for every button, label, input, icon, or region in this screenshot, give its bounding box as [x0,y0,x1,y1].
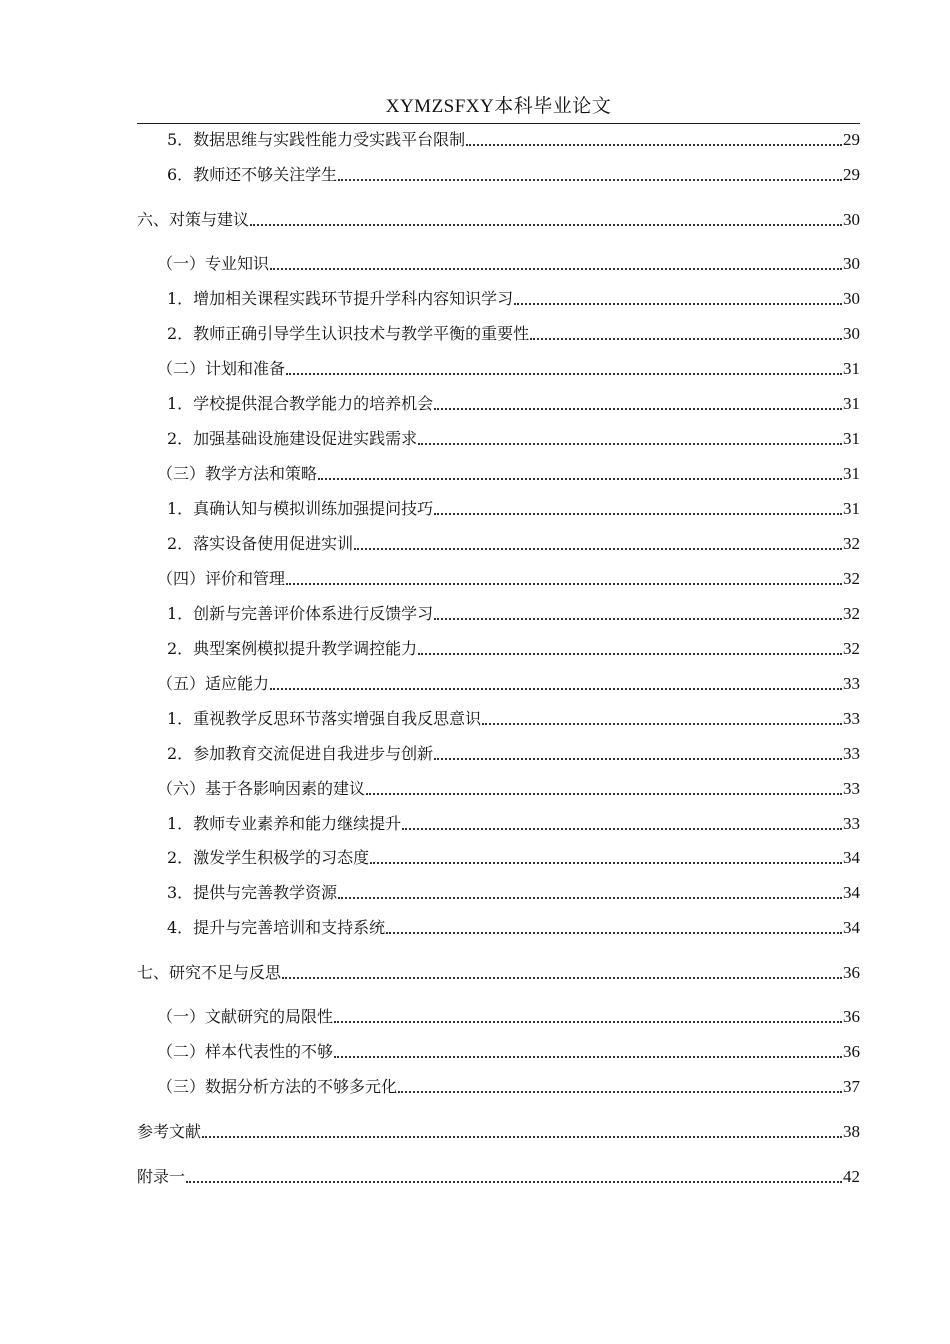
toc-entry-page-number: 33 [843,674,860,693]
toc-dot-leader [434,618,842,620]
toc-entry-label: 参考文献 [137,1122,202,1141]
toc-dot-leader [370,862,842,864]
toc-entry[interactable] [137,1118,860,1142]
toc-dot-leader [286,373,842,375]
toc-entry-label: （六）基于各影响因素的建议 [157,779,366,798]
toc-entry-label: 附录一 [137,1167,186,1186]
toc-entry-label: （二）样本代表性的不够 [157,1042,334,1061]
toc-entry-page-number: 33 [843,744,860,763]
toc-entry-label: 2．落实设备使用促进实训 [167,534,354,553]
toc-entry-page-number: 32 [843,569,860,588]
toc-entry-page-number: 36 [843,1042,860,1061]
toc-dot-leader [270,268,842,270]
toc-entry-label: 2．激发学生积极学的习态度 [167,848,370,867]
toc-entry[interactable] [137,161,860,185]
toc-entry[interactable] [137,565,860,589]
toc-entry-label: （四）评价和管理 [157,569,286,588]
toc-dot-leader [318,478,842,480]
toc-dot-leader [186,1181,842,1183]
toc-entry-label: （一）专业知识 [157,254,270,273]
toc-entry[interactable] [137,320,860,344]
toc-entry-label: （一）文献研究的局限性 [157,1007,334,1026]
toc-dot-leader [286,583,842,585]
toc-dot-leader [366,793,842,795]
toc-dot-leader [334,1021,842,1023]
toc-entry-page-number: 37 [843,1077,860,1096]
toc-entry-page-number: 33 [843,709,860,728]
toc-entry-label: （三）教学方法和策略 [157,464,318,483]
toc-entry-page-number: 31 [843,429,860,448]
toc-entry-label: 2．典型案例模拟提升教学调控能力 [167,639,418,658]
toc-entry-page-number: 30 [843,210,860,229]
toc-entry-page-number: 38 [843,1122,860,1141]
toc-dot-leader [202,1136,842,1138]
toc-entry[interactable] [137,425,860,449]
toc-entry-label: 七、研究不足与反思 [137,963,282,982]
toc-dot-leader [418,653,842,655]
toc-dot-leader [338,179,842,181]
toc-dot-leader [402,828,842,830]
toc-entry-page-number: 29 [843,165,860,184]
toc-entry[interactable] [137,1038,860,1062]
toc-entry[interactable] [137,879,860,903]
toc-entry-page-number: 31 [843,359,860,378]
toc-entry[interactable] [137,530,860,554]
toc-entry-label: 1．重视教学反思环节落实增强自我反思意识 [167,709,482,728]
toc-entry-label: 2．参加教育交流促进自我进步与创新 [167,744,434,763]
toc-entry-page-number: 42 [843,1167,860,1186]
toc-entry[interactable] [137,355,860,379]
toc-entry-page-number: 29 [843,130,860,149]
toc-entry[interactable] [137,635,860,659]
toc-dot-leader [466,144,842,146]
toc-entry-label: 1．创新与完善评价体系进行反馈学习 [167,604,434,623]
toc-dot-leader [386,932,842,934]
toc-entry[interactable] [137,206,860,230]
toc-entry-page-number: 30 [843,254,860,273]
toc-dot-leader [434,408,842,410]
toc-entry-label: （五）适应能力 [157,674,270,693]
toc-entry[interactable] [137,670,860,694]
toc-dot-leader [482,723,842,725]
toc-entry-page-number: 34 [843,918,860,937]
toc-dot-leader [338,897,842,899]
toc-entry[interactable] [137,810,860,834]
toc-entry[interactable] [137,600,860,624]
toc-entry-label: 5．数据思维与实践性能力受实践平台限制 [167,130,466,149]
toc-entry[interactable] [137,1003,860,1027]
toc-dot-leader [270,688,842,690]
toc-entry-label: （三）数据分析方法的不够多元化 [157,1077,398,1096]
toc-entry-page-number: 31 [843,499,860,518]
toc-entry-page-number: 36 [843,1007,860,1026]
toc-entry-page-number: 31 [843,464,860,483]
toc-entry[interactable] [137,250,860,274]
toc-dot-leader [250,224,842,226]
toc-entry-page-number: 34 [843,848,860,867]
toc-entry-label: 1．学校提供混合教学能力的培养机会 [167,394,434,413]
toc-entry-page-number: 30 [843,324,860,343]
toc-entry-page-number: 32 [843,534,860,553]
toc-dot-leader [434,758,842,760]
toc-dot-leader [530,338,842,340]
toc-entry-label: 六、对策与建议 [137,210,250,229]
toc-entry-label: 1．真确认知与模拟训练加强提问技巧 [167,499,434,518]
toc-entry-page-number: 34 [843,883,860,902]
toc-entry-page-number: 31 [843,394,860,413]
page-header-title: XYMZSFXY本科毕业论文 [385,96,612,117]
toc-entry[interactable] [137,844,860,868]
toc-entry-label: 1．教师专业素养和能力继续提升 [167,814,402,833]
toc-dot-leader [334,1056,842,1058]
toc-dot-leader [434,513,842,515]
toc-entry[interactable] [137,775,860,799]
toc-entry[interactable] [137,285,860,309]
toc-entry-label: （二）计划和准备 [157,359,286,378]
toc-entry[interactable] [137,914,860,938]
toc-entry-page-number: 30 [843,289,860,308]
toc-entry-label: 4．提升与完善培训和支持系统 [167,918,386,937]
toc-entry[interactable] [137,495,860,519]
toc-entry[interactable] [137,126,860,150]
toc-dot-leader [354,548,842,550]
toc-entry-page-number: 32 [843,639,860,658]
toc-entry[interactable] [137,1163,860,1187]
toc-dot-leader [418,443,842,445]
toc-entry-label: 1．增加相关课程实践环节提升学科内容知识学习 [167,289,514,308]
toc-entry-label: 2．教师正确引导学生认识技术与教学平衡的重要性 [167,324,530,343]
toc-dot-leader [398,1091,842,1093]
toc-entry[interactable] [137,959,860,983]
toc-entry[interactable] [137,460,860,484]
toc-entry-page-number: 36 [843,963,860,982]
toc-entry-label: 3．提供与完善教学资源 [167,883,338,902]
toc-entry-label: 2．加强基础设施建设促进实践需求 [167,429,418,448]
toc-entry[interactable] [137,1073,860,1097]
toc-entry-page-number: 32 [843,604,860,623]
toc-entry-label: 6．教师还不够关注学生 [167,165,338,184]
toc-entry[interactable] [137,705,860,729]
toc-dot-leader [514,303,842,305]
toc-dot-leader [282,977,842,979]
toc-entry-page-number: 33 [843,814,860,833]
toc-entry[interactable] [137,740,860,764]
toc-entry-page-number: 33 [843,779,860,798]
toc-entry[interactable] [137,390,860,414]
